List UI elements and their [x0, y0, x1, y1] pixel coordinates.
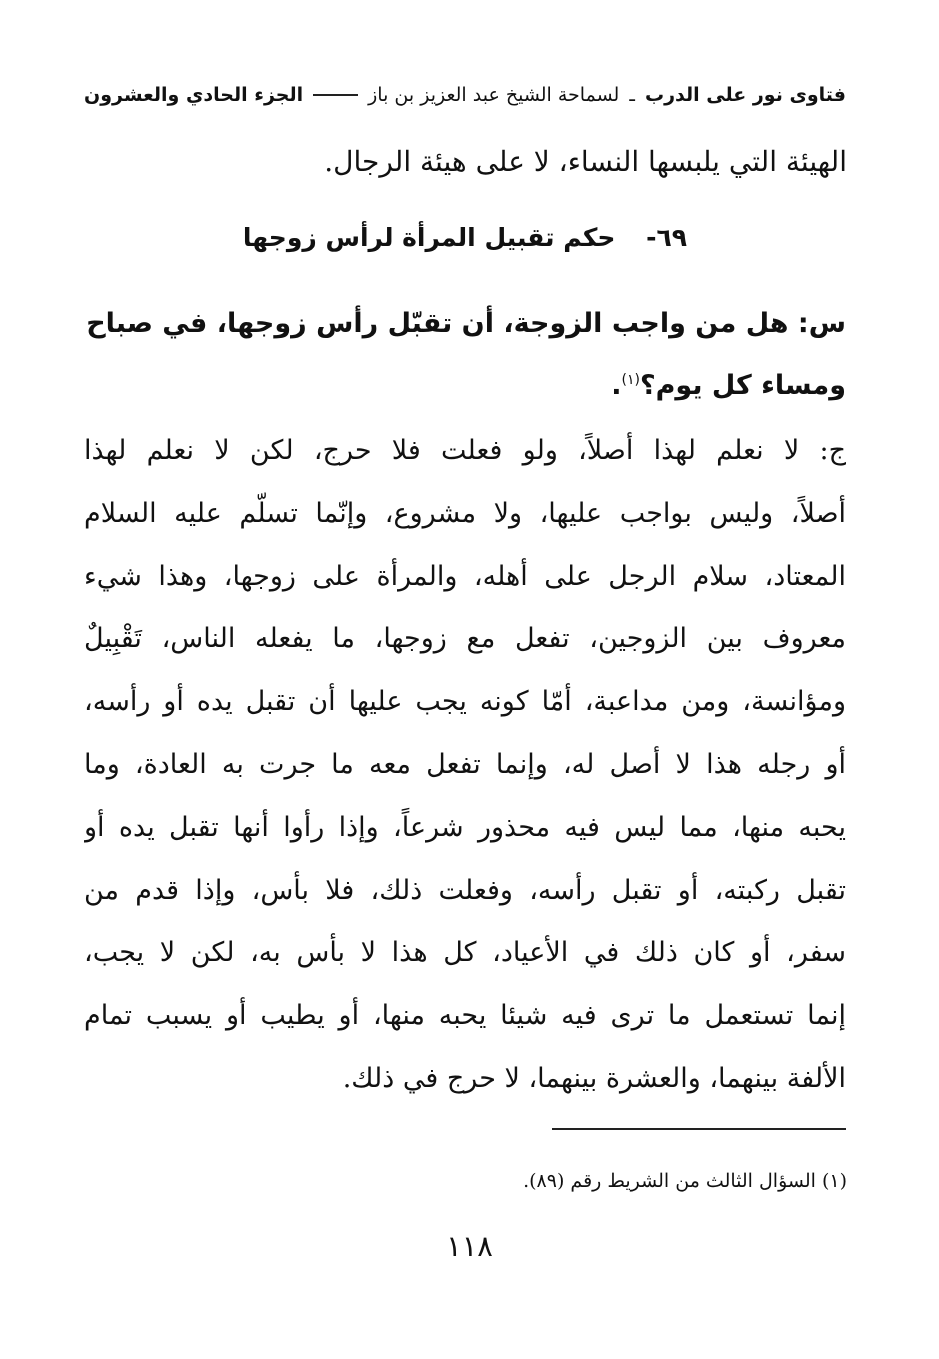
answer-line: سفر، أو كان ذلك في الأعياد، كل هذا لا بأس به، لكن لا يجب، [84, 937, 846, 969]
footnote: (١) السؤال الثالث من الشريط رقم (٨٩). [523, 1170, 847, 1192]
header-dash: ـ [629, 84, 635, 106]
question-end-punct: . [611, 370, 622, 401]
answer-line: معروف بين الزوجين، تفعل مع زوجها، ما يفعله الناس، تَقْبِيلٌ [84, 623, 846, 655]
section-heading [84, 218, 846, 258]
answer-line: يحبه منها، مما ليس فيه محذور شرعاً، وإذا رأوا أنها تقبل يده أو [84, 811, 846, 843]
answer-line-last: الألفة بينهما، والعشرة بينهما، لا حرج في ذلك. [342, 1062, 846, 1094]
answer-line: أو رجله هذا لا أصل له، وإنما تفعل معه ما جرت به العادة، وما [84, 748, 846, 780]
header-left-group [368, 84, 846, 106]
question-line-text: ومساء كل يوم؟ [639, 370, 846, 401]
header-volume: الجزء الحادي والعشرون [84, 84, 304, 106]
section-title: حكم تقبيل المرأة لرأس زوجها [242, 223, 616, 252]
footnote-reference: (١) [621, 372, 640, 388]
footnote-rule [552, 1128, 846, 1130]
answer-line: أصلاً، وليس بواجب عليها، ولا مشروع، وإنّما تسلّم عليه السلام [84, 497, 846, 529]
header-series-title: فتاوى نور على الدرب [645, 84, 846, 106]
header-rule [313, 94, 358, 96]
question-line-last [84, 352, 846, 414]
section-number: ٦٩- [646, 223, 688, 252]
answer-line: ومؤانسة، ومن مداعبة، أمّا كونه يجب عليها أن تقبل يده أو رأسه، [84, 686, 846, 718]
carry-over-text: الهيئة التي يلبسها النساء، لا على هيئة الرجال. [324, 145, 847, 178]
question-line: س: هل من واجب الزوجة، أن تقبّل رأس زوجها، في صباح [86, 308, 846, 339]
answer-line: ج: لا نعلم لهذا أصلاً، ولو فعلت فلا حرج، لكن لا نعلم لهذا [84, 435, 846, 466]
question-block [84, 296, 846, 414]
page-number: ١١٨ [446, 1229, 493, 1263]
answer-line: إنما تستعمل ما ترى فيه شيئا يحبه منها، أو يطيب أو يسبب تمام [84, 1000, 846, 1032]
answer-line: المعتاد، سلام الرجل على أهله، والمرأة على زوجها، وهذا شيء [84, 560, 846, 592]
answer-block [84, 420, 846, 1111]
running-header [84, 84, 846, 106]
header-author: لسماحة الشيخ عبد العزيز بن باز [368, 84, 620, 106]
answer-line: تقبل ركبته، أو تقبل رأسه، وفعلت ذلك، فلا بأس، وإذا قدم من [84, 874, 846, 906]
